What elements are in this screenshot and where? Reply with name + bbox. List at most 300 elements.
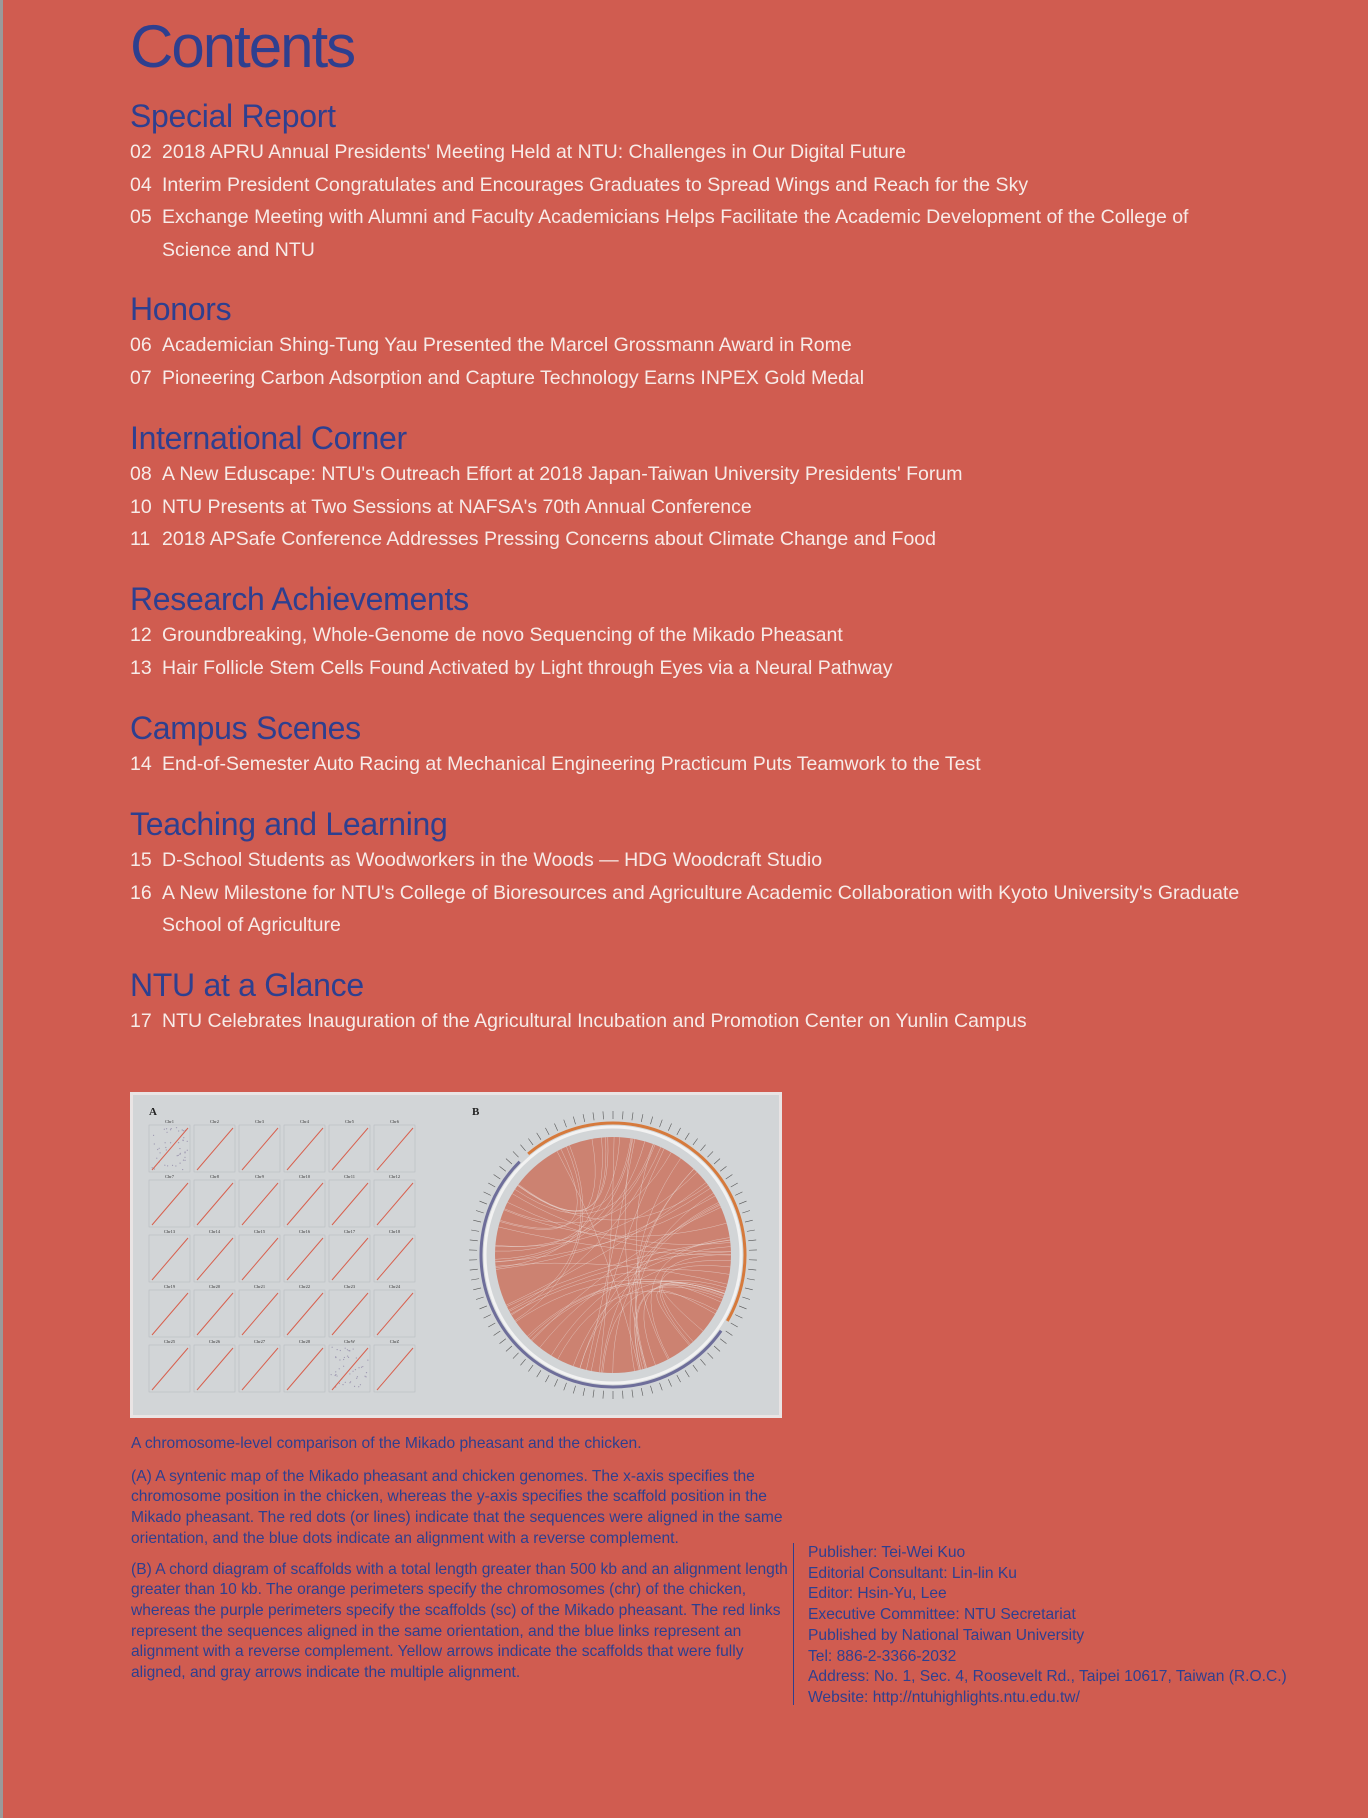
chr-label: Chr8 bbox=[210, 1174, 219, 1179]
noise-dot bbox=[154, 1143, 155, 1144]
chr-label: Chr21 bbox=[253, 1284, 266, 1289]
tick-mark bbox=[484, 1315, 491, 1319]
chr-label: Chr27 bbox=[253, 1339, 266, 1344]
dotplot-cell bbox=[239, 1290, 280, 1337]
caption-panel-a: (A) A syntenic map of the Mikado pheasant and chicken genomes. The x-axis specifies the chromosome position in the chicken, whereas the y-axis specifies the scaffold position in the Mikado pheasant. The red dots (or lines) indicate that the sequences were aligned in the same orientation, and the blue dots indicate an alignment with a reverse complement. bbox=[131, 1467, 783, 1547]
dotplot-cell bbox=[329, 1235, 370, 1282]
colophon-editorial-consultant: Editorial Consultant: Lin-lin Ku bbox=[808, 1564, 1017, 1582]
noise-dot bbox=[167, 1165, 168, 1166]
section-ntu-at-a-glance bbox=[130, 965, 1250, 1038]
chr-label: Chr4 bbox=[300, 1119, 309, 1124]
chr-label: Chr9 bbox=[255, 1174, 264, 1179]
dotplot-cell bbox=[239, 1125, 280, 1172]
dotplot-cell bbox=[149, 1290, 190, 1337]
section-international-corner bbox=[130, 418, 1250, 556]
chr-label: Chr11 bbox=[343, 1174, 356, 1179]
noise-dot bbox=[365, 1376, 366, 1377]
noise-dot bbox=[339, 1368, 340, 1369]
panel-a-label: A bbox=[149, 1106, 157, 1118]
noise-dot bbox=[354, 1386, 355, 1387]
page-number: 13 bbox=[130, 656, 152, 679]
syntenic-line bbox=[152, 1238, 188, 1280]
tick-mark bbox=[488, 1323, 495, 1327]
noise-dot bbox=[184, 1160, 185, 1161]
page-number: 05 bbox=[130, 206, 152, 228]
noise-dot bbox=[367, 1360, 368, 1361]
chr-label: Chr25 bbox=[163, 1339, 176, 1344]
tick-mark bbox=[513, 1151, 519, 1157]
dotplot-cell bbox=[284, 1290, 325, 1337]
section-heading: Research Achievements bbox=[130, 581, 469, 617]
syntenic-line bbox=[242, 1293, 278, 1335]
tick-mark bbox=[583, 1388, 585, 1396]
noise-dot bbox=[183, 1130, 184, 1131]
page-title: Contents bbox=[130, 13, 355, 80]
noise-dot bbox=[187, 1150, 188, 1151]
syntenic-line bbox=[197, 1183, 233, 1225]
noise-dot bbox=[164, 1129, 165, 1130]
noise-dot bbox=[347, 1349, 348, 1350]
entry-title: A New Eduscape: NTU's Outreach Effort at 2018 Japan-Taiwan University Presidents' Forum bbox=[162, 463, 963, 485]
noise-dot bbox=[179, 1163, 180, 1164]
tick-mark bbox=[484, 1192, 491, 1196]
noise-dot bbox=[335, 1371, 336, 1372]
noise-dot bbox=[339, 1359, 340, 1360]
noise-dot bbox=[337, 1349, 338, 1350]
tick-mark bbox=[554, 1379, 557, 1386]
tick-mark bbox=[520, 1145, 525, 1151]
section-heading: Teaching and Learning bbox=[130, 806, 448, 842]
syntenic-line bbox=[197, 1348, 233, 1390]
colophon bbox=[793, 1543, 1287, 1705]
syntenic-line bbox=[197, 1128, 233, 1170]
syntenic-line bbox=[377, 1183, 413, 1225]
dotplot-cell bbox=[284, 1235, 325, 1282]
tick-mark bbox=[739, 1201, 746, 1204]
noise-dot bbox=[353, 1348, 354, 1349]
tick-mark bbox=[470, 1240, 478, 1241]
syntenic-line bbox=[242, 1238, 278, 1280]
section-heading: NTU at a Glance bbox=[130, 967, 364, 1003]
entry-title: Groundbreaking, Whole-Genome de novo Sequencing of the Mikado Pheasant bbox=[162, 624, 843, 646]
noise-dot bbox=[182, 1129, 183, 1130]
noise-dot bbox=[366, 1372, 367, 1373]
tick-mark bbox=[700, 1359, 705, 1365]
syntenic-map bbox=[149, 1119, 415, 1392]
noise-dot bbox=[352, 1371, 353, 1372]
tick-mark bbox=[494, 1174, 501, 1178]
toc-entry[interactable] bbox=[130, 136, 1250, 169]
noise-dot bbox=[347, 1355, 348, 1356]
colophon-publisher: Publisher: Tei-Wei Kuo bbox=[808, 1544, 966, 1561]
tick-mark bbox=[650, 1117, 652, 1125]
website-link[interactable]: Website: http://ntuhighlights.ntu.edu.tw/ bbox=[808, 1688, 1080, 1706]
chr-label: Chr6 bbox=[390, 1119, 399, 1124]
noise-dot bbox=[170, 1142, 171, 1143]
syntenic-line bbox=[332, 1348, 368, 1390]
noise-dot bbox=[171, 1128, 172, 1129]
noise-dot bbox=[178, 1130, 179, 1131]
tick-mark bbox=[471, 1230, 479, 1231]
page-number: 11 bbox=[130, 528, 151, 550]
dotplot-cell bbox=[149, 1125, 190, 1172]
tick-mark bbox=[735, 1192, 742, 1196]
noise-dot bbox=[165, 1147, 166, 1148]
tick-mark bbox=[748, 1269, 756, 1270]
tick-mark bbox=[520, 1359, 525, 1365]
dotplot-cell bbox=[374, 1290, 415, 1337]
page-number: 15 bbox=[130, 849, 152, 871]
tick-mark bbox=[500, 1339, 506, 1344]
noise-dot bbox=[157, 1149, 158, 1150]
entry-title: D-School Students as Woodworkers in the Woods — HDG Woodcraft Studio bbox=[162, 849, 823, 871]
tick-mark bbox=[573, 1386, 575, 1394]
toc-entry[interactable] bbox=[130, 458, 1250, 491]
tick-mark bbox=[528, 1365, 533, 1371]
tick-mark bbox=[720, 1339, 726, 1344]
noise-dot bbox=[179, 1154, 180, 1155]
syntenic-line bbox=[287, 1238, 323, 1280]
toc-entry[interactable] bbox=[130, 362, 1250, 395]
chr-label: Chr17 bbox=[343, 1229, 356, 1234]
noise-dot bbox=[170, 1129, 171, 1130]
tick-mark bbox=[473, 1288, 481, 1290]
tick-mark bbox=[528, 1139, 533, 1145]
noise-dot bbox=[159, 1152, 160, 1153]
noise-dot bbox=[179, 1148, 180, 1149]
toc-entry[interactable] bbox=[130, 748, 1250, 781]
noise-dot bbox=[184, 1157, 185, 1158]
noise-dot bbox=[364, 1376, 365, 1377]
tick-mark bbox=[479, 1306, 486, 1309]
noise-dot bbox=[339, 1383, 340, 1384]
noise-dot bbox=[342, 1384, 343, 1385]
page-number: 17 bbox=[130, 1010, 152, 1032]
noise-dot bbox=[335, 1374, 336, 1375]
noise-dot bbox=[345, 1348, 346, 1349]
dotplot-cell bbox=[284, 1125, 325, 1172]
section-heading: Special Report bbox=[130, 98, 336, 134]
tick-mark bbox=[742, 1297, 750, 1299]
tick-mark bbox=[707, 1151, 713, 1157]
panel-b-label: B bbox=[472, 1106, 480, 1118]
noise-dot bbox=[177, 1155, 178, 1156]
tick-mark bbox=[593, 1112, 594, 1120]
chr-label: Chr28 bbox=[298, 1339, 311, 1344]
toc-entry[interactable] bbox=[130, 523, 1250, 556]
chr-label: Chr12 bbox=[388, 1174, 401, 1179]
tick-mark bbox=[470, 1269, 478, 1270]
syntenic-line bbox=[377, 1293, 413, 1335]
tick-mark bbox=[583, 1114, 585, 1122]
noise-dot bbox=[357, 1376, 358, 1377]
noise-dot bbox=[156, 1158, 157, 1159]
tick-mark bbox=[731, 1183, 738, 1187]
noise-dot bbox=[350, 1381, 351, 1382]
tick-mark bbox=[747, 1230, 755, 1231]
tick-mark bbox=[506, 1346, 512, 1351]
noise-dot bbox=[166, 1128, 167, 1129]
noise-dot bbox=[345, 1382, 346, 1383]
chr-label: ChrZ bbox=[389, 1339, 400, 1344]
toc-entry[interactable] bbox=[130, 877, 1250, 942]
syntenic-line bbox=[377, 1348, 413, 1390]
tick-mark bbox=[479, 1201, 486, 1204]
tick-mark bbox=[513, 1353, 519, 1359]
genome-comparison-figure bbox=[130, 1092, 782, 1418]
tick-mark bbox=[731, 1323, 738, 1327]
chr-label: Chr26 bbox=[208, 1339, 221, 1344]
page-number: 10 bbox=[130, 495, 152, 518]
tick-mark bbox=[537, 1133, 541, 1140]
noise-dot bbox=[344, 1357, 345, 1358]
noise-dot bbox=[348, 1357, 349, 1358]
dotplot-cell bbox=[194, 1345, 235, 1392]
dotplot-cell bbox=[149, 1235, 190, 1282]
dotplot-cell bbox=[374, 1235, 415, 1282]
chr-label: Chr3 bbox=[255, 1119, 264, 1124]
syntenic-line bbox=[242, 1348, 278, 1390]
chr-label: Chr13 bbox=[163, 1229, 176, 1234]
chr-label: Chr22 bbox=[298, 1284, 311, 1289]
tick-mark bbox=[735, 1315, 742, 1319]
toc-entry[interactable] bbox=[130, 491, 1250, 524]
tick-mark bbox=[622, 1111, 623, 1119]
tick-mark bbox=[473, 1220, 481, 1222]
tick-mark bbox=[677, 1375, 681, 1382]
tick-mark bbox=[748, 1240, 756, 1241]
tick-mark bbox=[622, 1391, 623, 1399]
tick-mark bbox=[745, 1288, 753, 1290]
toc-entry[interactable] bbox=[130, 652, 1250, 685]
syntenic-line bbox=[287, 1293, 323, 1335]
syntenic-line bbox=[377, 1238, 413, 1280]
chr-label: Chr24 bbox=[388, 1284, 401, 1289]
tick-mark bbox=[685, 1133, 689, 1140]
tick-mark bbox=[668, 1123, 671, 1130]
noise-dot bbox=[180, 1153, 181, 1154]
tick-mark bbox=[500, 1166, 506, 1171]
page-number: 16 bbox=[130, 881, 152, 904]
tick-mark bbox=[660, 1383, 663, 1391]
syntenic-line bbox=[287, 1183, 323, 1225]
tick-mark bbox=[545, 1375, 549, 1382]
toc-entry[interactable] bbox=[130, 329, 1250, 362]
entry-title: Exchange Meeting with Alumni and Faculty Academicians Helps Facilitate the Academic Development of the College of Science and NTU bbox=[162, 206, 1189, 261]
colophon-tel: Tel: 886-2-3366-2032 bbox=[808, 1647, 957, 1665]
tick-mark bbox=[677, 1128, 681, 1135]
noise-dot bbox=[349, 1350, 350, 1351]
noise-dot bbox=[356, 1357, 357, 1358]
tick-mark bbox=[707, 1353, 713, 1359]
noise-dot bbox=[361, 1367, 362, 1368]
colophon-committee: Executive Committee: NTU Secretariat bbox=[808, 1606, 1076, 1624]
dotplot-cell bbox=[194, 1290, 235, 1337]
dotplot-cell bbox=[329, 1345, 370, 1392]
chr-label: Chr16 bbox=[298, 1229, 311, 1234]
tick-mark bbox=[714, 1159, 720, 1164]
noise-dot bbox=[349, 1382, 350, 1383]
dotplot-cell bbox=[239, 1180, 280, 1227]
colophon-editor: Editor: Hsin-Yu, Lee bbox=[808, 1585, 947, 1603]
noise-dot bbox=[184, 1151, 185, 1152]
tick-mark bbox=[685, 1370, 689, 1377]
toc-entry[interactable] bbox=[130, 169, 1250, 202]
dotplot-cell bbox=[374, 1125, 415, 1172]
noise-dot bbox=[178, 1155, 179, 1156]
section-heading: Honors bbox=[130, 291, 232, 327]
noise-dot bbox=[358, 1386, 359, 1387]
figure-caption bbox=[131, 1434, 791, 1694]
noise-dot bbox=[356, 1378, 357, 1379]
syntenic-line bbox=[287, 1128, 323, 1170]
tick-mark bbox=[564, 1383, 567, 1391]
syntenic-line bbox=[197, 1293, 233, 1335]
noise-dot bbox=[340, 1350, 341, 1351]
chr-label: Chr15 bbox=[253, 1229, 266, 1234]
noise-dot bbox=[335, 1356, 336, 1357]
noise-dot bbox=[332, 1347, 333, 1348]
section-heading: International Corner bbox=[130, 420, 407, 456]
tick-mark bbox=[506, 1159, 512, 1164]
dotplot-cell bbox=[149, 1345, 190, 1392]
noise-dot bbox=[166, 1132, 167, 1133]
noise-dot bbox=[164, 1165, 165, 1166]
tick-mark bbox=[747, 1279, 755, 1280]
tick-mark bbox=[488, 1183, 495, 1187]
noise-dot bbox=[336, 1375, 337, 1376]
section-campus-scenes bbox=[130, 708, 1250, 781]
syntenic-line bbox=[152, 1183, 188, 1225]
tick-mark bbox=[554, 1123, 557, 1130]
syntenic-line bbox=[332, 1238, 368, 1280]
chr-label: Chr20 bbox=[208, 1284, 221, 1289]
noise-dot bbox=[152, 1167, 153, 1168]
page-number: 04 bbox=[130, 173, 152, 196]
syntenic-line bbox=[332, 1128, 368, 1170]
noise-dot bbox=[182, 1169, 183, 1170]
chr-label: Chr7 bbox=[165, 1174, 174, 1179]
entry-title: 2018 APSafe Conference Addresses Pressing Concerns about Climate Change and Food bbox=[162, 528, 936, 550]
toc-entry[interactable] bbox=[130, 619, 1250, 652]
syntenic-line bbox=[332, 1293, 368, 1335]
tick-mark bbox=[476, 1211, 484, 1213]
entry-title: A New Milestone for NTU's College of Bioresources and Agriculture Academic Collaboration with Kyoto University's Graduate School of Agriculture bbox=[162, 881, 1240, 936]
tick-mark bbox=[545, 1128, 549, 1135]
noise-dot bbox=[343, 1359, 344, 1360]
entry-title: Pioneering Carbon Adsorption and Capture Technology Earns INPEX Gold Medal bbox=[162, 366, 865, 389]
noise-dot bbox=[172, 1165, 173, 1166]
entry-title: Interim President Congratulates and Encourages Graduates to Spread Wings and Reach for the Sky bbox=[162, 173, 1029, 196]
noise-dot bbox=[166, 1149, 167, 1150]
noise-dot bbox=[154, 1168, 155, 1169]
noise-dot bbox=[362, 1366, 363, 1367]
tick-mark bbox=[726, 1174, 733, 1178]
dotplot-cell bbox=[329, 1180, 370, 1227]
syntenic-line bbox=[287, 1348, 323, 1390]
dotplot-cell bbox=[374, 1345, 415, 1392]
noise-dot bbox=[343, 1366, 344, 1367]
tick-mark bbox=[739, 1306, 746, 1309]
syntenic-line bbox=[242, 1128, 278, 1170]
figure-graphic bbox=[133, 1095, 779, 1415]
dotplot-cell bbox=[239, 1345, 280, 1392]
tick-mark bbox=[714, 1346, 720, 1351]
tick-mark bbox=[476, 1297, 484, 1299]
syntenic-line bbox=[377, 1128, 413, 1170]
noise-dot bbox=[183, 1137, 184, 1138]
noise-dot bbox=[175, 1165, 176, 1166]
syntenic-line bbox=[332, 1183, 368, 1225]
colophon-address: Address: No. 1, Sec. 4, Roosevelt Rd., Taipei 10617, Taiwan (R.O.C.) bbox=[808, 1668, 1287, 1686]
page-number: 14 bbox=[130, 753, 152, 775]
toc-entry[interactable] bbox=[130, 1005, 1250, 1038]
tick-mark bbox=[641, 1114, 643, 1122]
entry-title: Academician Shing-Tung Yau Presented the Marcel Grossmann Award in Rome bbox=[162, 334, 852, 356]
noise-dot bbox=[176, 1127, 177, 1128]
caption-panel-b: (B) A chord diagram of scaffolds with a total length greater than 500 kb and an alignment length greater than 10 kb. The orange perimeters specify the chromosomes (chr) of the chicken, whereas the purple perimeters specify the scaffolds (sc) of the Mikado pheasant. The red links represent the sequences aligned in the same orientation, and the blue links represent an alignment with a reverse complement. Yellow arrows indicate the scaffolds that were fully aligned, and gray arrows indicate the multiple alignment. bbox=[131, 1560, 788, 1682]
toc-entry[interactable] bbox=[130, 844, 1250, 877]
noise-dot bbox=[331, 1374, 332, 1375]
tick-mark bbox=[494, 1331, 501, 1335]
dotplot-cell bbox=[284, 1345, 325, 1392]
section-special-report bbox=[130, 96, 1250, 266]
dotplot-cell bbox=[194, 1235, 235, 1282]
chr-label: Chr23 bbox=[343, 1284, 356, 1289]
dotplot-cell bbox=[194, 1180, 235, 1227]
page-number: 02 bbox=[130, 141, 152, 163]
syntenic-line bbox=[152, 1293, 188, 1335]
tick-mark bbox=[693, 1365, 698, 1371]
page-number: 12 bbox=[130, 624, 152, 646]
section-heading: Campus Scenes bbox=[130, 710, 361, 746]
colophon-website[interactable] bbox=[808, 1688, 1287, 1709]
noise-dot bbox=[178, 1142, 179, 1143]
chr-label: Chr5 bbox=[345, 1119, 354, 1124]
tick-mark bbox=[471, 1279, 479, 1280]
chr-label: Chr2 bbox=[210, 1119, 219, 1124]
noise-dot bbox=[183, 1160, 184, 1161]
tick-mark bbox=[537, 1370, 541, 1377]
tick-mark bbox=[573, 1117, 575, 1125]
entry-title: NTU Celebrates Inauguration of the Agricultural Incubation and Promotion Center on Yunlin Campus bbox=[162, 1010, 1027, 1032]
tick-mark bbox=[693, 1139, 698, 1145]
section-teaching-and-learning bbox=[130, 804, 1250, 942]
tick-mark bbox=[660, 1120, 663, 1128]
toc-entry[interactable] bbox=[130, 201, 1250, 266]
caption-lead: A chromosome-level comparison of the Mikado pheasant and the chicken. bbox=[131, 1435, 642, 1452]
entry-title: End-of-Semester Auto Racing at Mechanical Engineering Practicum Puts Teamwork to the Test bbox=[162, 753, 981, 775]
dotplot-cell bbox=[194, 1125, 235, 1172]
chr-label: ChrW bbox=[344, 1339, 355, 1344]
entry-title: NTU Presents at Two Sessions at NAFSA's 70th Annual Conference bbox=[162, 495, 752, 518]
tick-mark bbox=[720, 1166, 726, 1171]
syntenic-line bbox=[242, 1183, 278, 1225]
chr-label: Chr1 bbox=[165, 1119, 174, 1124]
tick-mark bbox=[745, 1220, 753, 1222]
tick-mark bbox=[700, 1145, 705, 1151]
tick-mark bbox=[742, 1211, 750, 1213]
chr-label: Chr19 bbox=[163, 1284, 176, 1289]
tick-mark bbox=[726, 1331, 733, 1335]
dotplot-cell bbox=[374, 1180, 415, 1227]
page-number: 07 bbox=[130, 366, 152, 389]
tick-mark bbox=[603, 1111, 604, 1119]
noise-dot bbox=[360, 1384, 361, 1385]
tick-mark bbox=[603, 1391, 604, 1399]
noise-dot bbox=[165, 1142, 166, 1143]
noise-dot bbox=[349, 1373, 350, 1374]
